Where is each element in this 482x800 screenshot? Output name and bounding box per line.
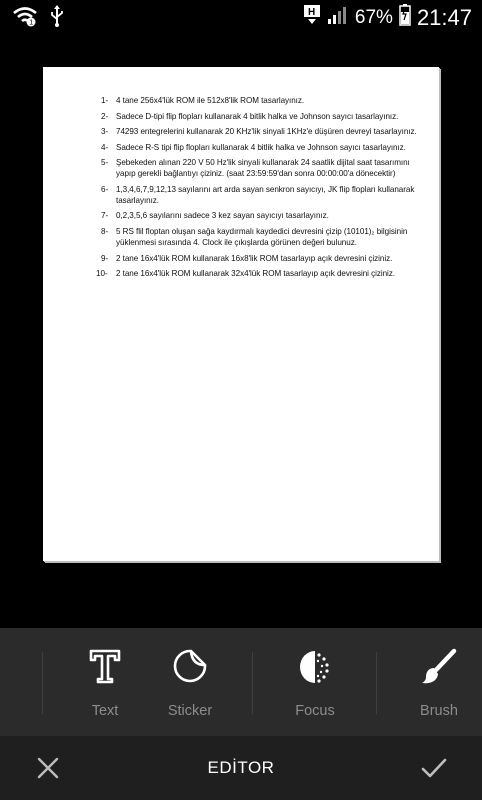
focus-icon [297,648,333,691]
battery-percent: 67% [354,6,393,28]
sticker-icon [172,648,208,689]
list-item: 4- Sadece R-S tipi flip flopları kullanarak 4 bitlik halka ve Johnson sayıcı tasarlayınız. [101,142,406,152]
wifi-icon [12,5,38,32]
brush-tool-button[interactable] [396,628,482,736]
status-bar [0,0,482,32]
text-tool-button[interactable] [62,628,148,736]
tool-divider [42,652,43,714]
tool-strip[interactable] [0,628,482,736]
battery-icon [399,4,411,31]
signal-icon [327,5,349,30]
clock: 21:47 [416,4,472,30]
sticker-tool-label: Sticker [167,703,213,719]
tool-divider [252,652,253,714]
bottom-bar [0,736,482,800]
list-item: 10- 2 tane 16x4'lük ROM kullanarak 32x4'lük ROM tasarlayıp açık devresini çiziniz. [96,269,395,279]
tool-divider [376,652,377,714]
svg-text:H: H [307,7,316,18]
svg-text:1: 1 [29,19,34,27]
editor-title: EDİTOR [207,758,275,777]
list-item: 8- 5 RS flil floptan oluşan sağa kaydırmalı kaydedici devresini çizip (10101)₂ bilgisinin yüklenmesi sırasında 4. Clock ile çıkışlarda görünen değeri bulunuz. [101,226,408,248]
list-item: 9- 2 tane 16x4'lük ROM kullanarak 16x8'lik ROM tasarlayıp açık devresini çiziniz. [101,253,393,263]
document-list [96,95,431,284]
focus-tool-label: Focus [295,703,335,719]
text-tool-label: Text [91,703,119,719]
focus-tool-button[interactable] [272,628,358,736]
sticker-tool-button[interactable] [146,628,234,736]
document-page [43,67,439,561]
usb-icon [50,5,64,32]
download-icon [303,4,321,31]
list-item: 3- 74293 entegrelerini kullanarak 20 KHz'lik sinyali 1KHz'e düşüren devreyi tasarlayınız. [101,127,417,136]
check-icon[interactable] [420,756,448,780]
brush-icon [420,648,458,691]
list-item: 1- 4 tane 256x4'lük ROM ile 512x8'lik ROM tasarlayınız. [101,96,305,105]
list-item: 6- 1,3,4,6,7,9,12,13 sayılarını art arda sayan senkron sayıcıyı, JK flip flopları kullanarak tasarlayınız. [101,184,415,205]
list-item: 7- 0,2,3,5,6 sayılarını sadece 3 kez sayan sayıcıyı tasarlayınız. [101,211,329,221]
text-icon [88,648,122,689]
brush-tool-label: Brush [420,703,458,719]
list-item: 2- Sadece D-tipi flip flopları kullanarak 4 bitlik halka ve Johnson sayıcı tasarlayınız. [101,111,399,121]
list-item: 5- Şebekeden alınan 220 V 50 Hz'lik sinyali kullanarak 24 saatlik dijital saat tasarımını yapıp gerekli bağlantıyı çiziniz. (saat 23:59:59'dan sonra 00:00:00'a dönecektir) [101,158,410,179]
